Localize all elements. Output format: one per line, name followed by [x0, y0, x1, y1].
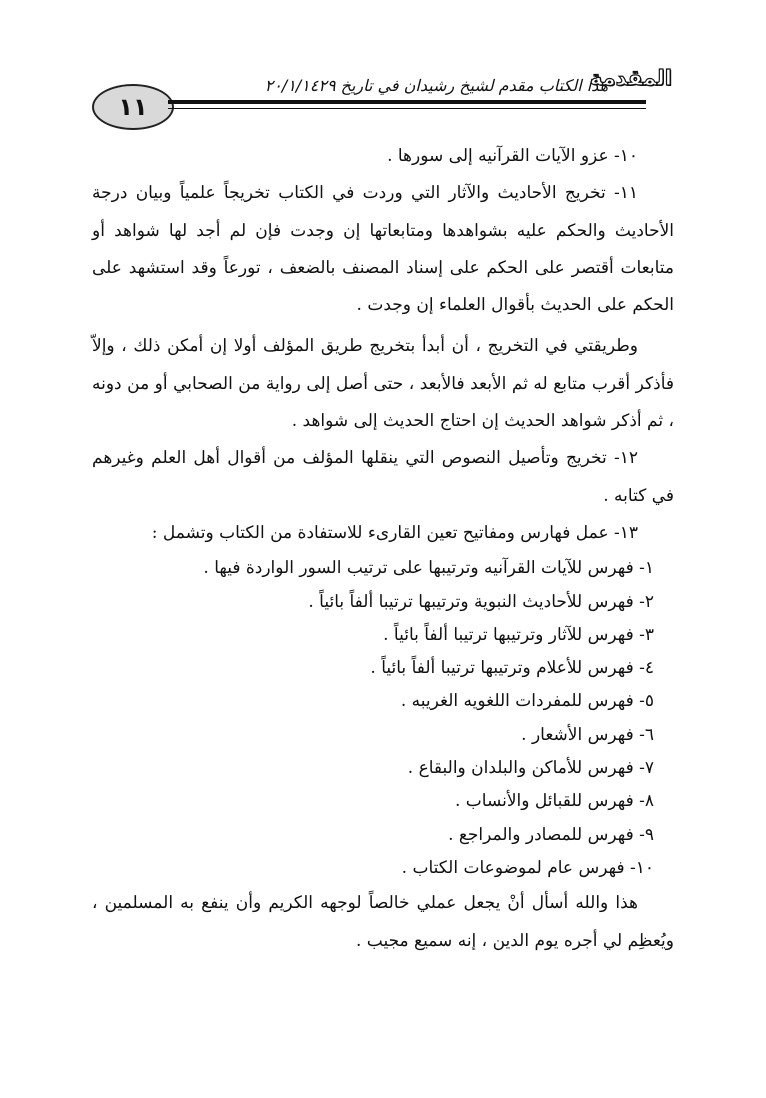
- page-number: ١١: [118, 93, 148, 121]
- paragraph-item-12: ١٢- تخريج وتأصيل النصوص التي ينقلها المؤلف من أقوال أهل العلم وغيرهم في كتابه .: [92, 448, 674, 506]
- list-item: ٧- فهرس للأماكن والبلدان والبقاع .: [407, 758, 654, 779]
- header-rule-thick: [168, 100, 646, 104]
- list-item: ٢- فهرس للأحاديث النبوية وترتيبها ترتيبا ألفاً بائياً .: [308, 591, 654, 612]
- page-number-badge: [92, 84, 174, 130]
- list-item: ١٠- فهرس عام لموضوعات الكتاب .: [401, 857, 654, 878]
- list-item: ٥- فهرس للمفردات اللغويه الغريبه .: [400, 691, 654, 712]
- list-item: ٣- فهرس للآثار وترتيبها ترتيبا ألفاً بائياً .: [383, 624, 654, 645]
- list-item: ٦- فهرس الأشعار .: [521, 724, 654, 745]
- list-item: ١- فهرس للآيات القرآنيه وترتيبها على ترتيب السور الواردة فيها .: [203, 558, 654, 579]
- running-header-text: هذا الكتاب مقدم لشيخ رشيدان في تاريخ ٢٠/١/١٤٢٩: [264, 76, 608, 95]
- list-item: ٨- فهرس للقبائل والأنساب .: [454, 791, 654, 812]
- paragraph-item-13: ١٣- عمل فهارس ومفاتيح تعين القارىء للاستفادة من الكتاب وتشمل :: [151, 522, 638, 543]
- section-title: المقدمة: [589, 66, 672, 90]
- page-body: [92, 138, 674, 960]
- header-rule-thin: [168, 108, 646, 109]
- list-item: ٩- فهرس للمصادر والمراجع .: [448, 824, 654, 845]
- closing-paragraph: هذا والله أسأل أنْ يجعل عملي خالصاً لوجهه الكريم وأن ينفع به المسلمين ، ويُعظِم لي أجره يوم الدين ، إنه سميع مجيب .: [92, 893, 674, 951]
- index-list: [92, 552, 674, 885]
- page-header: [0, 0, 766, 130]
- list-item: ٤- فهرس للأعلام وترتيبها ترتيبا ألفاً بائياً .: [370, 658, 654, 679]
- paragraph-item-10: ١٠- عزو الآيات القرآنيه إلى سورها .: [387, 146, 638, 166]
- paragraph-method: وطريقتي في التخريج ، أن أبدأ بتخريج طريق المؤلف أولا إن أمكن ذلك ، وإلاّ فأذكر أقرب متابع له ثم الأبعد فالأبعد ، حتى أصل إلى رواية من الصحابي أو من دونه ، ثم أذكر شواهد الحديث إن احتاج الحديث إلى شواهد .: [92, 336, 674, 432]
- paragraph-item-11: ١١- تخريج الأحاديث والآثار التي وردت في الكتاب تخريجاً علمياً وبيان درجة الأحاديث والحكم عليه بشواهدها ومتابعاتها إن وجدت فإن لم أجد لها شواهد أو متابعات أقتصر على الحكم على إسناد المصنف بالضعف ، تورعاً وقد استشهد على الحكم على الحديث بأقوال العلماء إن وجدت .: [92, 183, 674, 316]
